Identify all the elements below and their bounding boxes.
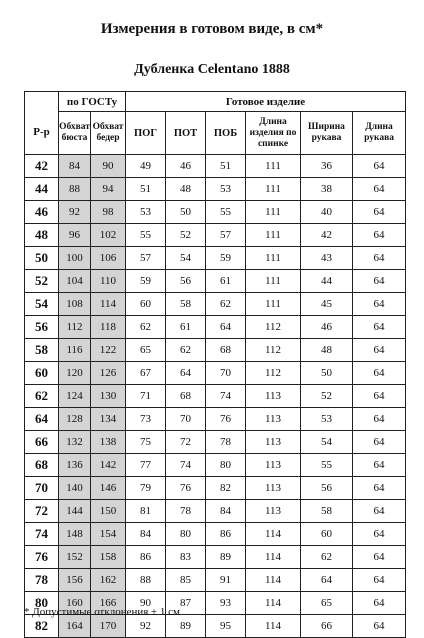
pog-cell: 71	[126, 385, 166, 408]
table-row	[25, 408, 406, 431]
table-row	[25, 385, 406, 408]
pob-cell: 84	[206, 500, 246, 523]
pot-cell: 68	[166, 385, 206, 408]
length-cell: 111	[246, 247, 301, 270]
sleeve-length-cell: 64	[353, 592, 406, 615]
table-row	[25, 454, 406, 477]
pog-cell: 55	[126, 224, 166, 247]
pob-cell: 57	[206, 224, 246, 247]
footnote: * Допустимые отклонения ± 1 см	[24, 606, 180, 618]
length-cell: 111	[246, 293, 301, 316]
bust-cell: 148	[59, 523, 91, 546]
table-row	[25, 155, 406, 178]
sleeve-width-cell: 38	[301, 178, 353, 201]
size-cell: 50	[25, 247, 59, 270]
size-cell: 70	[25, 477, 59, 500]
bust-cell: 96	[59, 224, 91, 247]
pot-cell: 76	[166, 477, 206, 500]
size-cell: 82	[25, 615, 59, 638]
bust-cell: 120	[59, 362, 91, 385]
hips-cell: 134	[91, 408, 126, 431]
bust-cell: 108	[59, 293, 91, 316]
sleeve-width-cell: 55	[301, 454, 353, 477]
bust-cell: 152	[59, 546, 91, 569]
pog-cell: 81	[126, 500, 166, 523]
pog-cell: 51	[126, 178, 166, 201]
pob-cell: 51	[206, 155, 246, 178]
size-cell: 66	[25, 431, 59, 454]
col-header-pob: ПОБ	[206, 112, 246, 155]
length-cell: 111	[246, 201, 301, 224]
hips-cell: 102	[91, 224, 126, 247]
size-cell: 80	[25, 592, 59, 615]
length-cell: 112	[246, 362, 301, 385]
pog-cell: 57	[126, 247, 166, 270]
length-cell: 113	[246, 385, 301, 408]
pob-cell: 53	[206, 178, 246, 201]
length-cell: 113	[246, 431, 301, 454]
pog-cell: 75	[126, 431, 166, 454]
pot-cell: 72	[166, 431, 206, 454]
sleeve-width-cell: 36	[301, 155, 353, 178]
size-cell: 56	[25, 316, 59, 339]
sleeve-width-cell: 46	[301, 316, 353, 339]
empty-corner-cell	[25, 92, 59, 112]
col-header-pot: ПОТ	[166, 112, 206, 155]
table-body	[25, 155, 406, 638]
sleeve-length-cell: 64	[353, 362, 406, 385]
size-cell: 64	[25, 408, 59, 431]
col-header-hips: Обхват бедер	[91, 112, 126, 155]
sleeve-length-cell: 64	[353, 615, 406, 638]
length-cell: 111	[246, 155, 301, 178]
pot-cell: 83	[166, 546, 206, 569]
table-row	[25, 546, 406, 569]
pog-cell: 60	[126, 293, 166, 316]
pot-cell: 56	[166, 270, 206, 293]
bust-cell: 132	[59, 431, 91, 454]
hips-cell: 130	[91, 385, 126, 408]
hips-cell: 142	[91, 454, 126, 477]
pob-cell: 64	[206, 316, 246, 339]
pob-cell: 68	[206, 339, 246, 362]
length-cell: 111	[246, 270, 301, 293]
sleeve-length-cell: 64	[353, 477, 406, 500]
pot-cell: 50	[166, 201, 206, 224]
pog-cell: 49	[126, 155, 166, 178]
length-cell: 114	[246, 546, 301, 569]
size-cell: 76	[25, 546, 59, 569]
size-table	[24, 91, 406, 638]
size-cell: 60	[25, 362, 59, 385]
bust-cell: 124	[59, 385, 91, 408]
pob-cell: 78	[206, 431, 246, 454]
size-cell: 48	[25, 224, 59, 247]
hips-cell: 146	[91, 477, 126, 500]
hips-cell: 166	[91, 592, 126, 615]
pog-cell: 84	[126, 523, 166, 546]
bust-cell: 160	[59, 592, 91, 615]
pot-cell: 89	[166, 615, 206, 638]
product-name: Дубленка Celentano 1888	[134, 62, 290, 77]
hips-cell: 114	[91, 293, 126, 316]
pot-cell: 58	[166, 293, 206, 316]
pot-cell: 80	[166, 523, 206, 546]
pog-cell: 73	[126, 408, 166, 431]
pot-cell: 85	[166, 569, 206, 592]
table-row	[25, 224, 406, 247]
length-cell: 114	[246, 615, 301, 638]
sleeve-width-cell: 66	[301, 615, 353, 638]
sleeve-length-cell: 64	[353, 178, 406, 201]
bust-cell: 140	[59, 477, 91, 500]
sleeve-length-cell: 64	[353, 155, 406, 178]
table-row	[25, 178, 406, 201]
pob-cell: 86	[206, 523, 246, 546]
length-cell: 113	[246, 500, 301, 523]
group-header-gost: по ГОСТу	[59, 92, 126, 112]
table-row	[25, 247, 406, 270]
pog-cell: 53	[126, 201, 166, 224]
length-cell: 111	[246, 178, 301, 201]
sleeve-width-cell: 60	[301, 523, 353, 546]
bust-cell: 84	[59, 155, 91, 178]
sleeve-width-cell: 42	[301, 224, 353, 247]
sleeve-length-cell: 64	[353, 408, 406, 431]
hips-cell: 138	[91, 431, 126, 454]
table-row	[25, 293, 406, 316]
hips-cell: 98	[91, 201, 126, 224]
header-row-groups	[25, 92, 406, 112]
table-row	[25, 569, 406, 592]
length-cell: 112	[246, 339, 301, 362]
sleeve-length-cell: 64	[353, 293, 406, 316]
bust-cell: 92	[59, 201, 91, 224]
table-row	[25, 316, 406, 339]
sleeve-width-cell: 44	[301, 270, 353, 293]
length-cell: 113	[246, 477, 301, 500]
bust-cell: 100	[59, 247, 91, 270]
pog-cell: 79	[126, 477, 166, 500]
pob-cell: 62	[206, 293, 246, 316]
length-cell: 114	[246, 592, 301, 615]
pot-cell: 61	[166, 316, 206, 339]
hips-cell: 170	[91, 615, 126, 638]
pob-cell: 59	[206, 247, 246, 270]
bust-cell: 116	[59, 339, 91, 362]
sleeve-width-cell: 48	[301, 339, 353, 362]
bust-cell: 136	[59, 454, 91, 477]
group-header-ready: Готовое изделие	[126, 92, 406, 112]
sleeve-width-cell: 52	[301, 385, 353, 408]
size-cell: 44	[25, 178, 59, 201]
hips-cell: 126	[91, 362, 126, 385]
sleeve-width-cell: 45	[301, 293, 353, 316]
sleeve-length-cell: 64	[353, 201, 406, 224]
bust-cell: 88	[59, 178, 91, 201]
length-cell: 113	[246, 454, 301, 477]
pob-cell: 82	[206, 477, 246, 500]
pot-cell: 74	[166, 454, 206, 477]
hips-cell: 110	[91, 270, 126, 293]
sleeve-length-cell: 64	[353, 385, 406, 408]
sleeve-width-cell: 43	[301, 247, 353, 270]
pog-cell: 90	[126, 592, 166, 615]
length-cell: 112	[246, 316, 301, 339]
pog-cell: 67	[126, 362, 166, 385]
size-cell: 52	[25, 270, 59, 293]
hips-cell: 154	[91, 523, 126, 546]
pog-cell: 86	[126, 546, 166, 569]
sleeve-width-cell: 56	[301, 477, 353, 500]
table-row	[25, 270, 406, 293]
pot-cell: 52	[166, 224, 206, 247]
pob-cell: 95	[206, 615, 246, 638]
hips-cell: 118	[91, 316, 126, 339]
sleeve-length-cell: 64	[353, 270, 406, 293]
pot-cell: 70	[166, 408, 206, 431]
hips-cell: 150	[91, 500, 126, 523]
hips-cell: 106	[91, 247, 126, 270]
sleeve-width-cell: 50	[301, 362, 353, 385]
sleeve-width-cell: 64	[301, 569, 353, 592]
pog-cell: 59	[126, 270, 166, 293]
length-cell: 111	[246, 224, 301, 247]
size-cell: 78	[25, 569, 59, 592]
sleeve-length-cell: 64	[353, 316, 406, 339]
table-row	[25, 362, 406, 385]
size-cell: 42	[25, 155, 59, 178]
sleeve-length-cell: 64	[353, 546, 406, 569]
length-cell: 114	[246, 523, 301, 546]
pob-cell: 76	[206, 408, 246, 431]
length-cell: 113	[246, 408, 301, 431]
bust-cell: 156	[59, 569, 91, 592]
pot-cell: 46	[166, 155, 206, 178]
sleeve-length-cell: 64	[353, 224, 406, 247]
hips-cell: 162	[91, 569, 126, 592]
hips-cell: 90	[91, 155, 126, 178]
table-row	[25, 201, 406, 224]
col-header-length: Длина изделия по спинке	[246, 112, 301, 155]
pog-cell: 92	[126, 615, 166, 638]
sleeve-length-cell: 64	[353, 339, 406, 362]
size-cell: 72	[25, 500, 59, 523]
size-cell: 58	[25, 339, 59, 362]
table-row	[25, 431, 406, 454]
size-cell: 54	[25, 293, 59, 316]
sleeve-length-cell: 64	[353, 431, 406, 454]
table-row	[25, 523, 406, 546]
col-header-sleeve-length: Длина рукава	[353, 112, 406, 155]
hips-cell: 94	[91, 178, 126, 201]
page-title: Измерения в готовом виде, в см*	[100, 21, 324, 37]
pog-cell: 62	[126, 316, 166, 339]
pot-cell: 48	[166, 178, 206, 201]
pob-cell: 74	[206, 385, 246, 408]
bust-cell: 104	[59, 270, 91, 293]
sleeve-width-cell: 54	[301, 431, 353, 454]
table-row	[25, 500, 406, 523]
pob-cell: 61	[206, 270, 246, 293]
table-row	[25, 339, 406, 362]
table-row	[25, 477, 406, 500]
sleeve-width-cell: 62	[301, 546, 353, 569]
pot-cell: 54	[166, 247, 206, 270]
sleeve-length-cell: 64	[353, 454, 406, 477]
sleeve-length-cell: 64	[353, 523, 406, 546]
bust-cell: 112	[59, 316, 91, 339]
col-header-sleeve-width: Ширина рукава	[301, 112, 353, 155]
size-cell: 74	[25, 523, 59, 546]
length-cell: 114	[246, 569, 301, 592]
col-header-size: Р-р	[25, 112, 59, 155]
sleeve-width-cell: 58	[301, 500, 353, 523]
pog-cell: 77	[126, 454, 166, 477]
size-cell: 46	[25, 201, 59, 224]
sleeve-width-cell: 53	[301, 408, 353, 431]
col-header-bust: Обхват бюста	[59, 112, 91, 155]
bust-cell: 128	[59, 408, 91, 431]
pob-cell: 93	[206, 592, 246, 615]
hips-cell: 122	[91, 339, 126, 362]
sleeve-length-cell: 64	[353, 247, 406, 270]
sleeve-width-cell: 40	[301, 201, 353, 224]
pog-cell: 88	[126, 569, 166, 592]
pob-cell: 89	[206, 546, 246, 569]
hips-cell: 158	[91, 546, 126, 569]
sleeve-length-cell: 64	[353, 569, 406, 592]
sleeve-length-cell: 64	[353, 500, 406, 523]
pob-cell: 55	[206, 201, 246, 224]
bust-cell: 144	[59, 500, 91, 523]
col-header-pog: ПОГ	[126, 112, 166, 155]
size-cell: 62	[25, 385, 59, 408]
pot-cell: 62	[166, 339, 206, 362]
header-row-columns	[25, 112, 406, 155]
pot-cell: 87	[166, 592, 206, 615]
pot-cell: 64	[166, 362, 206, 385]
pog-cell: 65	[126, 339, 166, 362]
bust-cell: 164	[59, 615, 91, 638]
pob-cell: 80	[206, 454, 246, 477]
size-cell: 68	[25, 454, 59, 477]
sleeve-width-cell: 65	[301, 592, 353, 615]
pob-cell: 70	[206, 362, 246, 385]
pob-cell: 91	[206, 569, 246, 592]
pot-cell: 78	[166, 500, 206, 523]
